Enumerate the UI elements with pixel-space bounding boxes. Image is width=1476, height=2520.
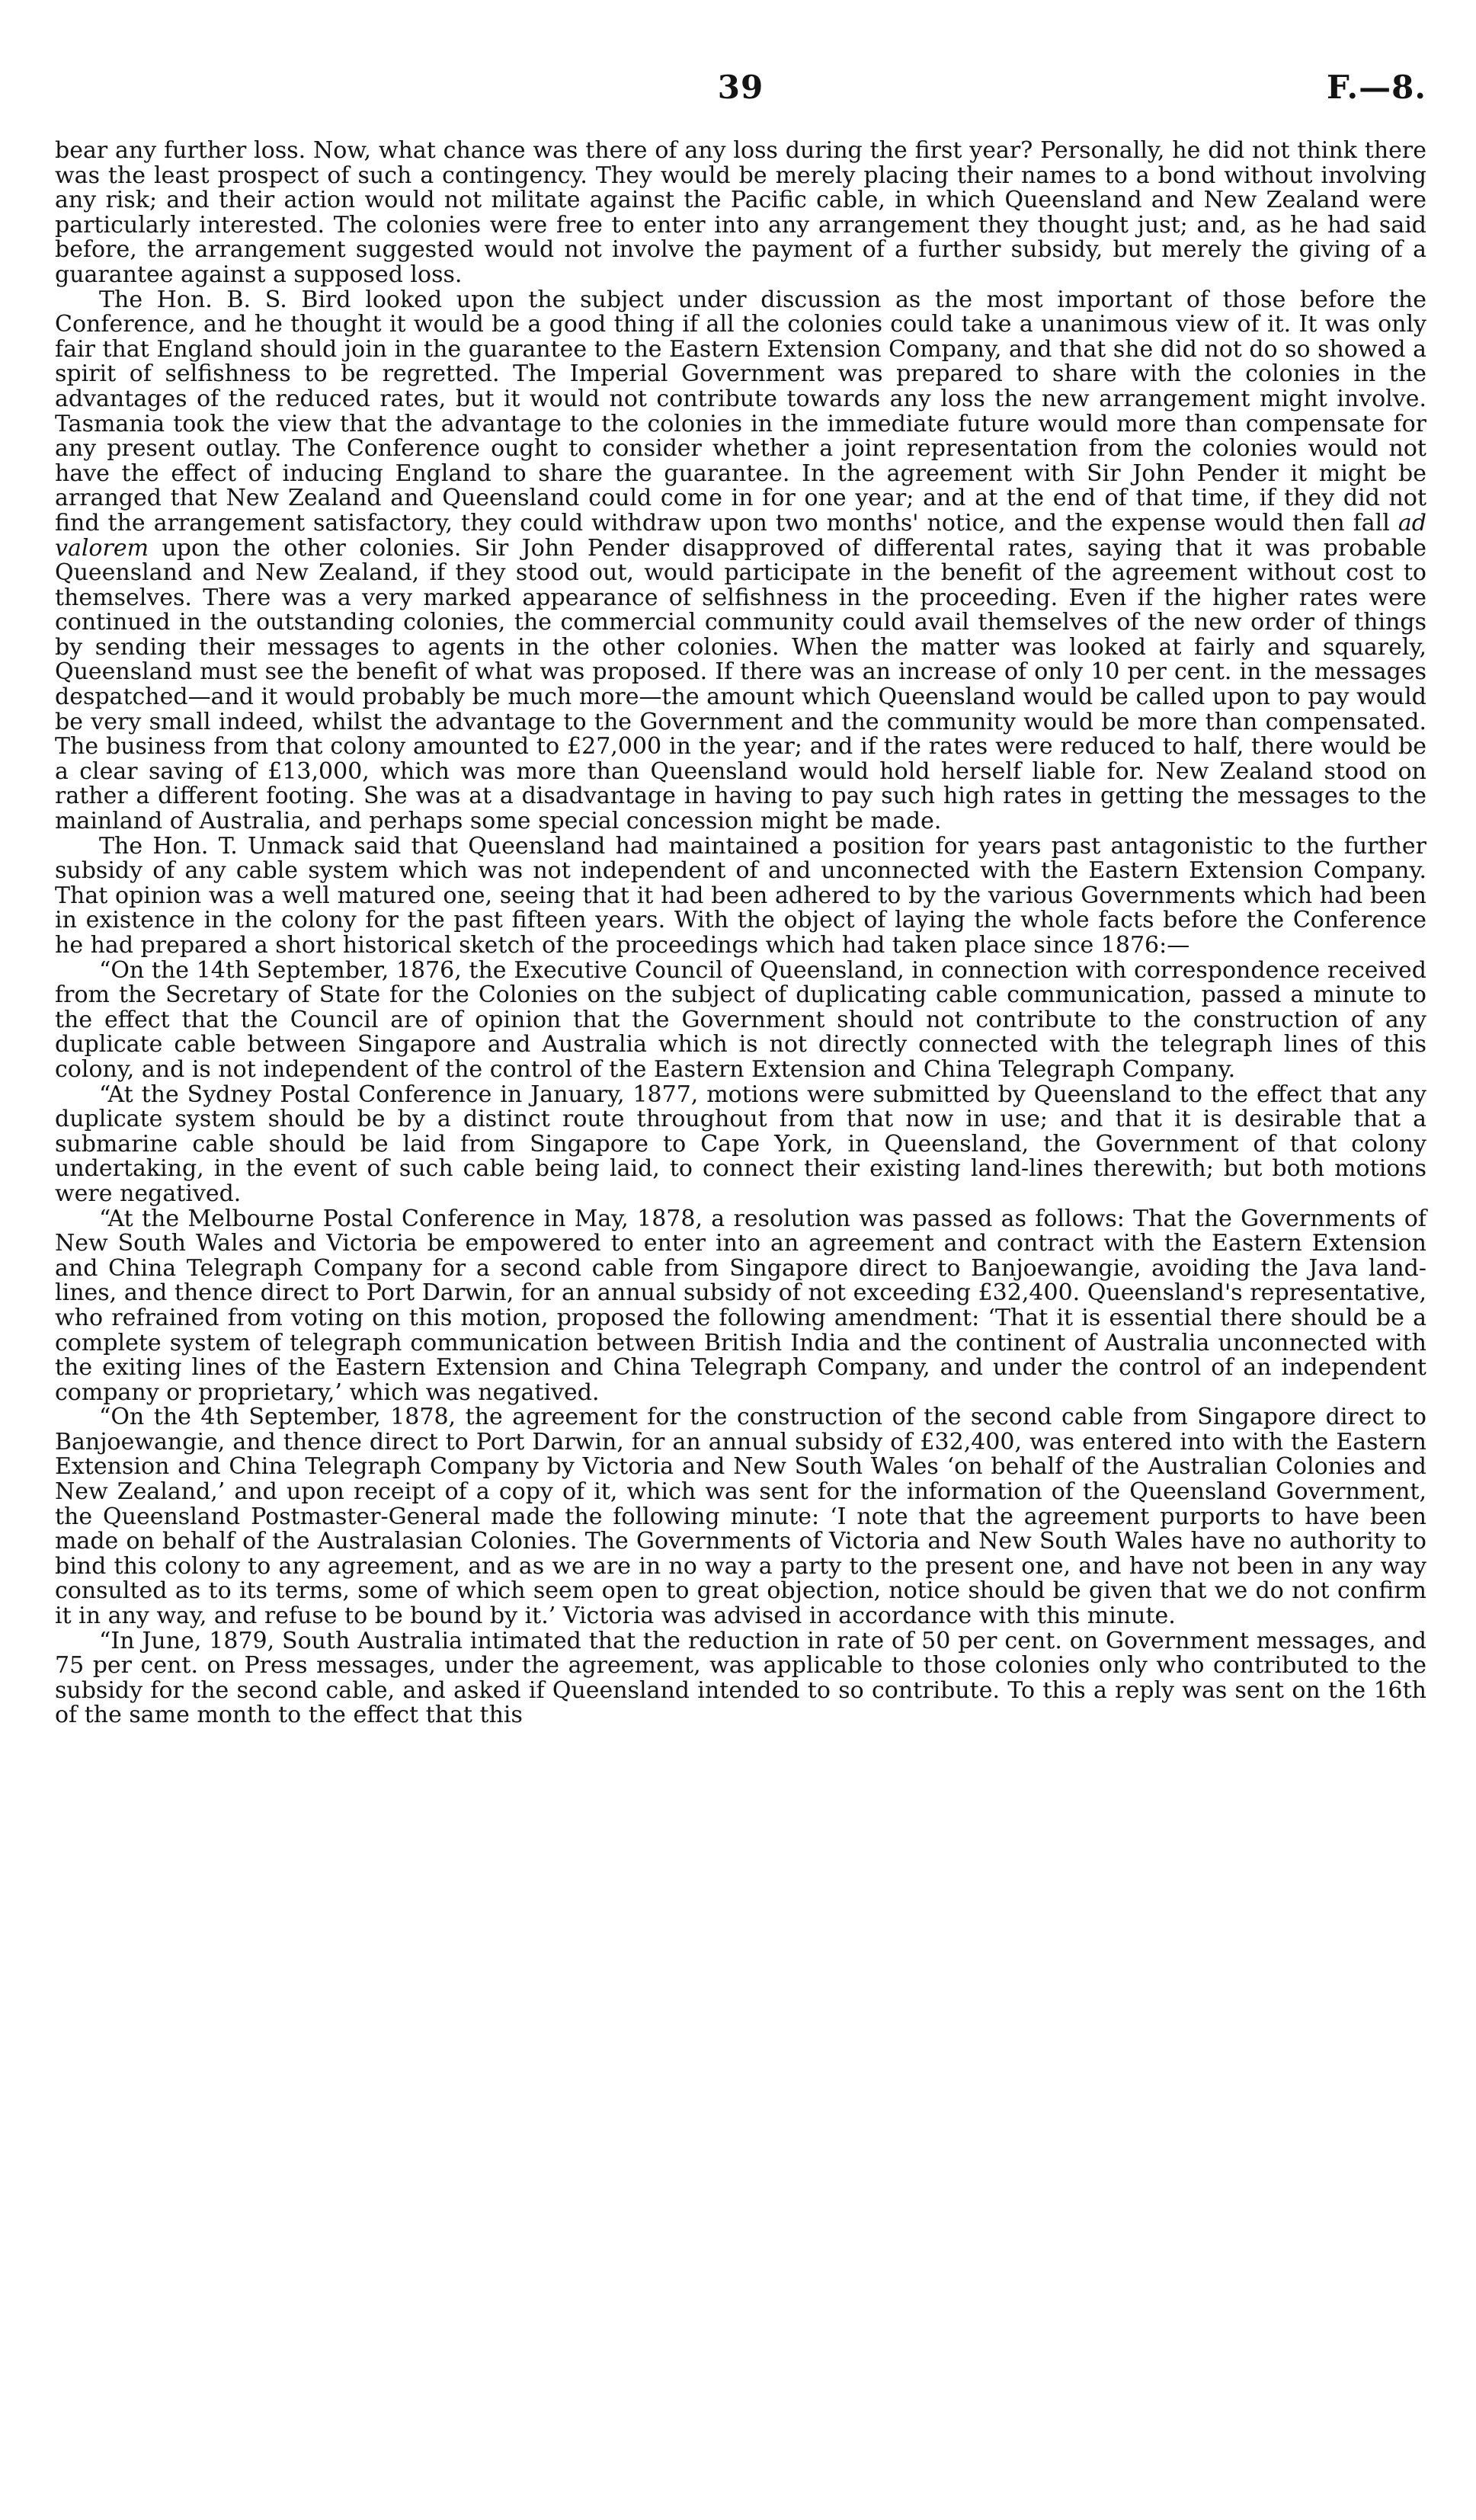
paragraph-text: “On the 4th September, 1878, the agreement for the construction of the second cable from Singapore direct to Banjoewangie, and thence direct to Port Darwin, for an annual subsidy of £32,400, was entered into with the Eastern Extension and China Telegraph Company by Victoria and New South Wales ‘on behalf of the Australian Colonies and New Zealand,’ and upon receipt of a copy of it, which was sent for the information of the Queensland Government, the Queensland Postmaster-General made the following minute: ‘I note that the agreement purports to have been made on behalf of the Australasian Colonies. The Governments of Victoria and New South Wales have no authority to bind this colony to any agreement, and as we are in no way a party to the present one, and have not been in any way consulted as to its terms, some of which seem open to great objection, notice should be given that we do not confirm it in any way, and refuse to be bound by it.’ Victoria was advised in accordance with this minute. xyxy=(55,1404,1426,1630)
paragraph-quote-1879 xyxy=(55,1629,1426,1728)
document-reference: F.—8. xyxy=(1326,69,1426,106)
paragraph-bird xyxy=(55,288,1426,834)
paragraph-text: “On the 14th September, 1876, the Executive Council of Queensland, in connection with correspondence received from the Secretary of State for the Colonies on the subject of duplicating cable communication, passed a minute to the effect that the Council are of opinion that the Government should not contribute to the construction of any duplicate cable between Singapore and Australia which is not directly connected with the telegraph lines of this colony, and is not independent of the control of the Eastern Extension and China Telegraph Company. xyxy=(55,956,1426,1083)
body-text xyxy=(55,139,1426,1728)
paragraph-continuation-loss xyxy=(55,139,1426,288)
italic-phrase: ad valorem xyxy=(55,509,1426,562)
paragraph-text: bear any further loss. Now, what chance was there of any loss during the first year? Personally, he did not think there was the least prospect of such a contingency. They would be merely placing their names to a bond without involving any risk; and their action would not militate against the Pacific cable, in which Queensland and New Zealand were particularly interested. The colonies were free to enter into any arrangement they thought just; and, as he had said before, the arrangement suggested would not involve the payment of a further subsidy, but merely the giving of a guarantee against a supposed loss. xyxy=(55,137,1426,288)
paragraph-text-before: The Hon. B. S. Bird looked upon the subject under discussion as the most important of those before the Conference, and he thought it would be a good thing if all the colonies could take a unanimous view of it. It was only fair that England should join in the guarantee to the Eastern Extension Company, and that she did not do so showed a spirit of selfishness to be regretted. The Imperial Government was prepared to share with the colonies in the advantages of the reduced rates, but it would not contribute towards any loss the new arrangement might involve. Tasmania took the view that the advantage to the colonies in the immediate future would more than compensate for any present outlay. The Conference ought to consider whether a joint representation from the colonies would not have the effect of inducing England to share the guarantee. In the agreement with Sir John Pender it might be arranged that New Zealand and Queensland could come in for one year; and at the end of that time, if they did not find the arrangement satisfactory, they could withdraw upon two months' notice, and the expense would then fall xyxy=(55,286,1426,536)
paragraph-quote-1878-sept xyxy=(55,1405,1426,1628)
paragraph-text: “At the Sydney Postal Conference in January, 1877, motions were submitted by Queensland to the effect that any duplicate system should be by a distinct route throughout from that now in use; and that it is desirable that a submarine cable should be laid from Singapore to Cape York, in Queensland, the Government of that colony undertaking, in the event of such cable being laid, to connect their existing land-lines therewith; but both motions were negatived. xyxy=(55,1081,1426,1207)
page-number: 39 xyxy=(717,69,764,106)
paragraph-quote-1877 xyxy=(55,1083,1426,1207)
paragraph-text: “At the Melbourne Postal Conference in May, 1878, a resolution was passed as follows: That the Governments of New South Wales and Victoria be empowered to enter into an agreement and contract with the Eastern Extension and China Telegraph Company for a second cable from Singapore direct to Banjoewangie, avoiding the Java land-lines, and thence direct to Port Darwin, for an annual subsidy of not exceeding £32,400. Queensland's representative, who refrained from voting on this motion, proposed the following amendment: ‘That it is essential there should be a complete system of telegraph communication between British India and the continent of Australia unconnected with the exiting lines of the Eastern Extension and China Telegraph Company, and under the control of an independent company or proprietary,’ which was negatived. xyxy=(55,1205,1426,1406)
paragraph-quote-1876 xyxy=(55,956,1426,1083)
paragraph-text-after: upon the other colonies. Sir John Pender disapproved of differental rates, saying that it was probable Queensland and New Zealand, if they stood out, would participate in the benefit of the agreement without cost to themselves. There was a very marked appearance of selfishness in the proceeding. Even if the higher rates were continued in the outstanding colonies, the commercial community could avail themselves of the new order of things by sending their messages to agents in the other colonies. When the matter was looked at fairly and squarely, Queensland must see the benefit of what was proposed. If there was an increase of only 10 per cent. in the messages despatched—and it would probably be much more—the amount which Queensland would be called upon to pay would be very small indeed, whilst the advantage to the Government and the community would be more than compensated. The business from that colony amounted to £27,000 in the year; and if the rates were reduced to half, there would be a clear saving of £13,000, which was more than Queensland would hold herself liable for. New Zealand stood on rather a different footing. She was at a disadvantage in having to pay such high rates in getting the messages to the mainland of Australia, and perhaps some special concession might be made. xyxy=(55,534,1426,835)
paragraph-quote-1878-may xyxy=(55,1207,1426,1406)
page-header xyxy=(55,69,1426,114)
document-page xyxy=(55,69,1426,1728)
paragraph-unmack xyxy=(55,834,1426,959)
paragraph-text: “In June, 1879, South Australia intimated that the reduction in rate of 50 per cent. on Government messages, and 75 per cent. on Press messages, under the agreement, was applicable to those colonies only who contributed to the subsidy for the second cable, and asked if Queensland intended to so contribute. To this a reply was sent on the 16th of the same month to the effect that this xyxy=(55,1627,1426,1729)
paragraph-text: The Hon. T. Unmack said that Queensland had maintained a position for years past antagonistic to the further subsidy of any cable system which was not independent of and unconnected with the Eastern Extension Company. That opinion was a well matured one, seeing that it had been adhered to by the various Governments which had been in existence in the colony for the past fifteen years. With the object of laying the whole facts before the Conference he had prepared a short historical sketch of the proceedings which had taken place since 1876:— xyxy=(55,832,1426,959)
